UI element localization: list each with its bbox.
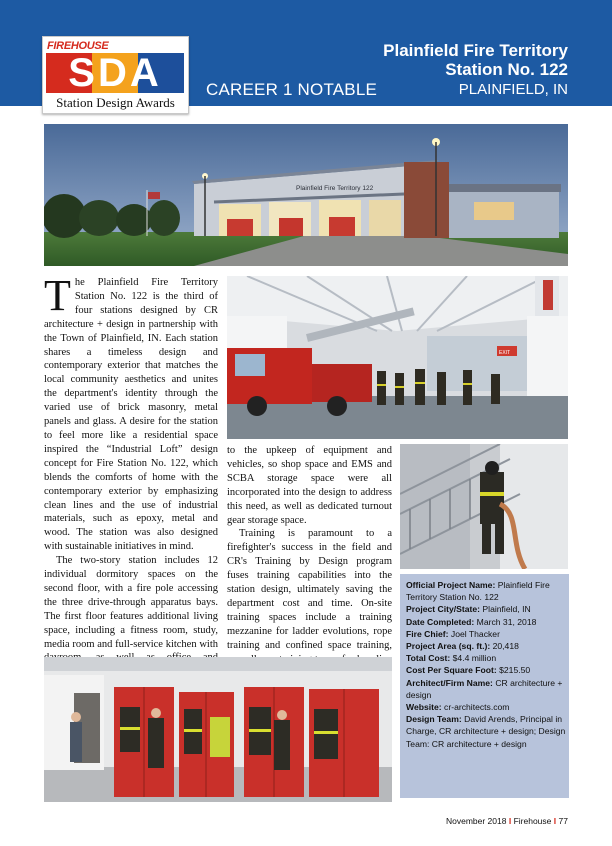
fact-date-completed: Date Completed: March 31, 2018 xyxy=(406,616,537,627)
project-facts-list xyxy=(406,579,566,750)
footer-separator: I xyxy=(508,816,512,826)
sda-logo xyxy=(42,36,189,114)
fact-design-team: Design Team: David Arends, Principal in Charge, CR architecture + design; Design Team: CR architecture + design xyxy=(406,714,566,749)
apparatus-bay-photo xyxy=(227,276,568,439)
award-category: CAREER 1 NOTABLE xyxy=(206,80,378,99)
col2-paragraph-2: Training is paramount to a firefighter's success in the field and CR's Training by Design program fuses training capabilities into the station design, ultimately saving the department cost and time. On-site training spaces include a training mezzanine for ladder evolutions, rope training and confined space training, xyxy=(227,528,392,651)
dropcap: T xyxy=(44,271,71,320)
station-title-line2: Station No. 122 xyxy=(445,60,568,79)
issue-date: November 2018 xyxy=(445,816,507,826)
fact-architect: Architect/Firm Name: CR architecture + design xyxy=(406,677,563,700)
article-column-2 xyxy=(227,444,392,654)
fact-cost-per-sqft: Cost Per Square Foot: $215.50 xyxy=(406,665,531,676)
exit-sign: EXIT xyxy=(499,350,511,356)
fact-total-cost: Total Cost: $4.4 million xyxy=(406,653,497,664)
fact-city-state: Project City/State: Plainfield, IN xyxy=(406,604,531,615)
station-location: PLAINFIELD, IN xyxy=(458,81,568,98)
logo-firehouse-wordmark: FIREHOUSE xyxy=(47,40,109,52)
page-footer xyxy=(446,816,568,826)
col1-paragraph-1: he Plainfield Fire Territory Station No. 122 is the third of four stations designed by CR architecture + design in partnership with the Town of Plainfield, IN. Each station shares a timeless design and contemporary exterior that matches the local community aesthetics and unites the department's identity through the varied use of brick masonry, metal panels and glass. A desire for the station to feel more like a residential space inspired the “Industrial Loft” design concept for Fire Station No. 122, which blends the comforts of home with the contemporary exterior by emphasizing clean lines and the use of industrial materials, such as epoxy, metal and wood. The station was also designed with sustainable initiatives in mind. xyxy=(44,277,218,553)
gear-room-photo xyxy=(44,657,392,802)
logo-sda-letters: SDA xyxy=(68,51,162,95)
building-sign: Plainfield Fire Territory 122 xyxy=(296,185,374,192)
magazine-name: Firehouse xyxy=(513,816,552,826)
stair-training-photo xyxy=(400,444,568,569)
station-title-line1: Plainfield Fire Territory xyxy=(383,41,568,60)
footer-separator: I xyxy=(553,816,557,826)
col1-paragraph-2: The two-story station includes 12 individual dormitory spaces on the second floor, with a fire pole accessing the three drive-through apparatus bays. The first floor features additional living space, including a fitness room, study, media room and full-service kitchen with xyxy=(44,555,218,650)
fact-fire-chief: Fire Chief: Joel Thacker xyxy=(406,628,500,639)
exterior-photo xyxy=(44,124,568,266)
fact-website: Website: cr-architects.com xyxy=(406,702,510,713)
col2-paragraph-1: to the upkeep of equipment and vehicles, so shop space and EMS and SCBA storage space were all incorporated into the design to address this need, as well as dedicated turnout gear storage space. xyxy=(227,445,392,526)
fact-project-name: Official Project Name: Plainfield Fire Territory Station No. 122 xyxy=(406,580,550,603)
logo-subtitle: Station Design Awards xyxy=(56,95,175,110)
page-number: 77 xyxy=(558,816,568,826)
fact-project-area: Project Area (sq. ft.): 20,418 xyxy=(406,641,519,652)
article-column-1 xyxy=(44,271,218,650)
